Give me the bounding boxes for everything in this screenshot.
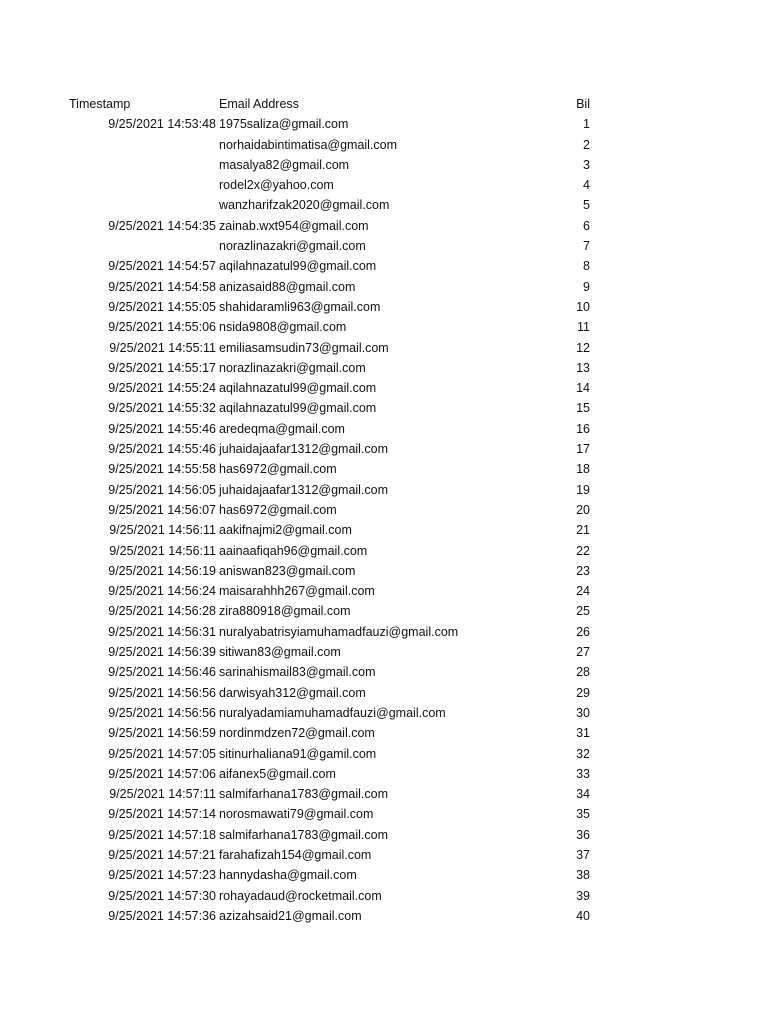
timestamp-cell: 9/25/2021 14:55:24	[108, 381, 216, 396]
email-cell: salmifarhana1783@gmail.com	[219, 827, 389, 842]
timestamp-cell: 9/25/2021 14:56:46	[108, 665, 216, 680]
table-row	[0, 703, 768, 723]
bil-cell: 3	[583, 157, 590, 172]
timestamp-cell: 9/25/2021 14:56:24	[108, 584, 216, 599]
timestamp-cell: 9/25/2021 14:57:11	[109, 787, 216, 802]
email-cell: aifanex5@gmail.com	[219, 766, 336, 781]
email-cell: aqilahnazatul99@gmail.com	[219, 259, 377, 274]
table-row	[0, 500, 768, 520]
email-cell: sitinurhaliana91@gamil.com	[219, 746, 377, 761]
timestamp-cell: 9/25/2021 14:57:05	[108, 746, 216, 761]
email-cell: darwisyah312@gmail.com	[219, 685, 366, 700]
timestamp-cell: 9/25/2021 14:57:30	[108, 888, 216, 903]
bil-cell: 40	[576, 908, 590, 923]
timestamp-cell: 9/25/2021 14:56:11	[109, 543, 216, 558]
bil-cell: 36	[576, 827, 590, 842]
table-row	[0, 561, 768, 581]
email-cell: zainab.wxt954@gmail.com	[219, 218, 369, 233]
bil-cell: 29	[576, 685, 590, 700]
timestamp-cell: 9/25/2021 14:55:46	[108, 421, 216, 436]
bil-cell: 9	[583, 279, 590, 294]
timestamp-cell: 9/25/2021 14:56:07	[108, 502, 216, 517]
email-cell: nsida9808@gmail.com	[219, 320, 347, 335]
table-row	[0, 256, 768, 276]
timestamp-cell: 9/25/2021 14:57:21	[108, 847, 216, 862]
table-row	[0, 317, 768, 337]
bil-cell: 4	[583, 178, 590, 193]
email-cell: salmifarhana1783@gmail.com	[219, 787, 389, 802]
email-cell: shahidaramli963@gmail.com	[219, 299, 381, 314]
email-cell: sitiwan83@gmail.com	[219, 645, 341, 660]
email-cell: rohayadaud@rocketmail.com	[219, 888, 382, 903]
table-row	[0, 114, 768, 134]
email-cell: juhaidajaafar1312@gmail.com	[219, 482, 389, 497]
email-cell: norosmawati79@gmail.com	[219, 807, 374, 822]
email-cell: nuralyadamiamuhamadfauzi@gmail.com	[219, 705, 446, 720]
timestamp-cell: 9/25/2021 14:56:28	[108, 604, 216, 619]
bil-cell: 37	[576, 847, 590, 862]
bil-cell: 27	[576, 645, 590, 660]
email-cell: azizahsaid21@gmail.com	[219, 908, 362, 923]
table-row	[0, 723, 768, 743]
timestamp-cell: 9/25/2021 14:56:56	[108, 685, 216, 700]
bil-cell: 30	[576, 705, 590, 720]
table-row	[0, 906, 768, 926]
table-row	[0, 865, 768, 885]
header-timestamp: Timestamp	[69, 97, 131, 111]
email-cell: maisarahhh267@gmail.com	[219, 584, 375, 599]
spreadsheet-table	[0, 94, 768, 926]
table-row	[0, 642, 768, 662]
timestamp-cell: 9/25/2021 14:55:32	[108, 401, 216, 416]
timestamp-cell: 9/25/2021 14:57:36	[108, 908, 216, 923]
table-row	[0, 297, 768, 317]
table-row	[0, 541, 768, 561]
table-row	[0, 480, 768, 500]
email-cell: anizasaid88@gmail.com	[219, 279, 356, 294]
timestamp-cell: 9/25/2021 14:53:48	[108, 117, 216, 132]
table-row	[0, 175, 768, 195]
table-row	[0, 216, 768, 236]
email-cell: aakifnajmi2@gmail.com	[219, 523, 352, 538]
table-row	[0, 277, 768, 297]
email-cell: sarinahismail83@gmail.com	[219, 665, 376, 680]
timestamp-cell: 9/25/2021 14:54:58	[108, 279, 216, 294]
email-cell: nordinmdzen72@gmail.com	[219, 726, 375, 741]
timestamp-cell: 9/25/2021 14:56:05	[108, 482, 216, 497]
email-cell: zira880918@gmail.com	[219, 604, 351, 619]
bil-cell: 17	[576, 442, 590, 457]
timestamp-cell: 9/25/2021 14:56:59	[108, 726, 216, 741]
timestamp-cell: 9/25/2021 14:55:17	[108, 360, 216, 375]
table-row	[0, 622, 768, 642]
bil-cell: 15	[576, 401, 590, 416]
bil-cell: 7	[583, 239, 590, 254]
bil-cell: 2	[583, 137, 590, 152]
table-row	[0, 195, 768, 215]
timestamp-cell: 9/25/2021 14:56:19	[108, 563, 216, 578]
bil-cell: 6	[583, 218, 590, 233]
table-row	[0, 825, 768, 845]
table-row	[0, 662, 768, 682]
bil-cell: 20	[576, 502, 590, 517]
bil-cell: 1	[583, 117, 590, 132]
table-row	[0, 683, 768, 703]
table-row	[0, 398, 768, 418]
email-cell: juhaidajaafar1312@gmail.com	[219, 442, 389, 457]
bil-cell: 16	[576, 421, 590, 436]
timestamp-cell: 9/25/2021 14:57:23	[108, 868, 216, 883]
bil-cell: 24	[576, 584, 590, 599]
timestamp-cell: 9/25/2021 14:57:06	[108, 766, 216, 781]
bil-cell: 12	[576, 340, 590, 355]
table-row	[0, 520, 768, 540]
table-row	[0, 764, 768, 784]
bil-cell: 23	[576, 563, 590, 578]
bil-cell: 25	[576, 604, 590, 619]
email-cell: masalya82@gmail.com	[219, 157, 350, 172]
bil-cell: 34	[576, 787, 590, 802]
bil-cell: 31	[576, 726, 590, 741]
table-row	[0, 886, 768, 906]
timestamp-cell: 9/25/2021 14:56:39	[108, 645, 216, 660]
email-cell: farahafizah154@gmail.com	[219, 847, 372, 862]
table-row	[0, 338, 768, 358]
timestamp-cell: 9/25/2021 14:57:18	[108, 827, 216, 842]
bil-cell: 5	[583, 198, 590, 213]
table-row	[0, 378, 768, 398]
email-cell: norazlinazakri@gmail.com	[219, 360, 366, 375]
bil-cell: 39	[576, 888, 590, 903]
table-row	[0, 135, 768, 155]
email-cell: norazlinazakri@gmail.com	[219, 239, 366, 254]
table-row	[0, 419, 768, 439]
table-row	[0, 804, 768, 824]
email-cell: aniswan823@gmail.com	[219, 563, 356, 578]
timestamp-cell: 9/25/2021 14:56:56	[108, 705, 216, 720]
bil-cell: 18	[576, 462, 590, 477]
bil-cell: 19	[576, 482, 590, 497]
bil-cell: 8	[583, 259, 590, 274]
email-cell: aqilahnazatul99@gmail.com	[219, 401, 377, 416]
email-cell: aainaafiqah96@gmail.com	[219, 543, 368, 558]
table-row	[0, 784, 768, 804]
bil-cell: 35	[576, 807, 590, 822]
bil-cell: 13	[576, 360, 590, 375]
timestamp-cell: 9/25/2021 14:54:57	[108, 259, 216, 274]
timestamp-cell: 9/25/2021 14:55:05	[108, 299, 216, 314]
bil-cell: 11	[577, 320, 590, 335]
table-row	[0, 845, 768, 865]
table-body	[0, 114, 768, 926]
email-cell: hannydasha@gmail.com	[219, 868, 357, 883]
table-row	[0, 236, 768, 256]
bil-cell: 10	[576, 299, 590, 314]
email-cell: norhaidabintimatisa@gmail.com	[219, 137, 398, 152]
email-cell: wanzharifzak2020@gmail.com	[219, 198, 390, 213]
email-cell: has6972@gmail.com	[219, 462, 337, 477]
table-row	[0, 459, 768, 479]
header-row	[0, 94, 768, 114]
bil-cell: 26	[576, 624, 590, 639]
email-cell: rodel2x@yahoo.com	[219, 178, 334, 193]
bil-cell: 21	[576, 523, 590, 538]
header-email: Email Address	[219, 97, 299, 111]
table-row	[0, 358, 768, 378]
timestamp-cell: 9/25/2021 14:56:31	[108, 624, 216, 639]
timestamp-cell: 9/25/2021 14:54:35	[108, 218, 216, 233]
bil-cell: 28	[576, 665, 590, 680]
email-cell: aqilahnazatul99@gmail.com	[219, 381, 377, 396]
timestamp-cell: 9/25/2021 14:55:46	[108, 442, 216, 457]
email-cell: 1975saliza@gmail.com	[219, 117, 349, 132]
email-cell: aredeqma@gmail.com	[219, 421, 345, 436]
email-cell: has6972@gmail.com	[219, 502, 337, 517]
bil-cell: 22	[576, 543, 590, 558]
table-row	[0, 439, 768, 459]
timestamp-cell: 9/25/2021 14:55:58	[108, 462, 216, 477]
email-cell: emiliasamsudin73@gmail.com	[219, 340, 389, 355]
timestamp-cell: 9/25/2021 14:55:06	[108, 320, 216, 335]
table-row	[0, 581, 768, 601]
bil-cell: 33	[576, 766, 590, 781]
table-row	[0, 155, 768, 175]
email-cell: nuralyabatrisyiamuhamadfauzi@gmail.com	[219, 624, 459, 639]
bil-cell: 14	[576, 381, 590, 396]
table-row	[0, 601, 768, 621]
bil-cell: 38	[576, 868, 590, 883]
timestamp-cell: 9/25/2021 14:57:14	[108, 807, 216, 822]
timestamp-cell: 9/25/2021 14:55:11	[109, 340, 216, 355]
table-row	[0, 744, 768, 764]
timestamp-cell: 9/25/2021 14:56:11	[109, 523, 216, 538]
bil-cell: 32	[576, 746, 590, 761]
header-bil: Bil	[576, 97, 590, 111]
